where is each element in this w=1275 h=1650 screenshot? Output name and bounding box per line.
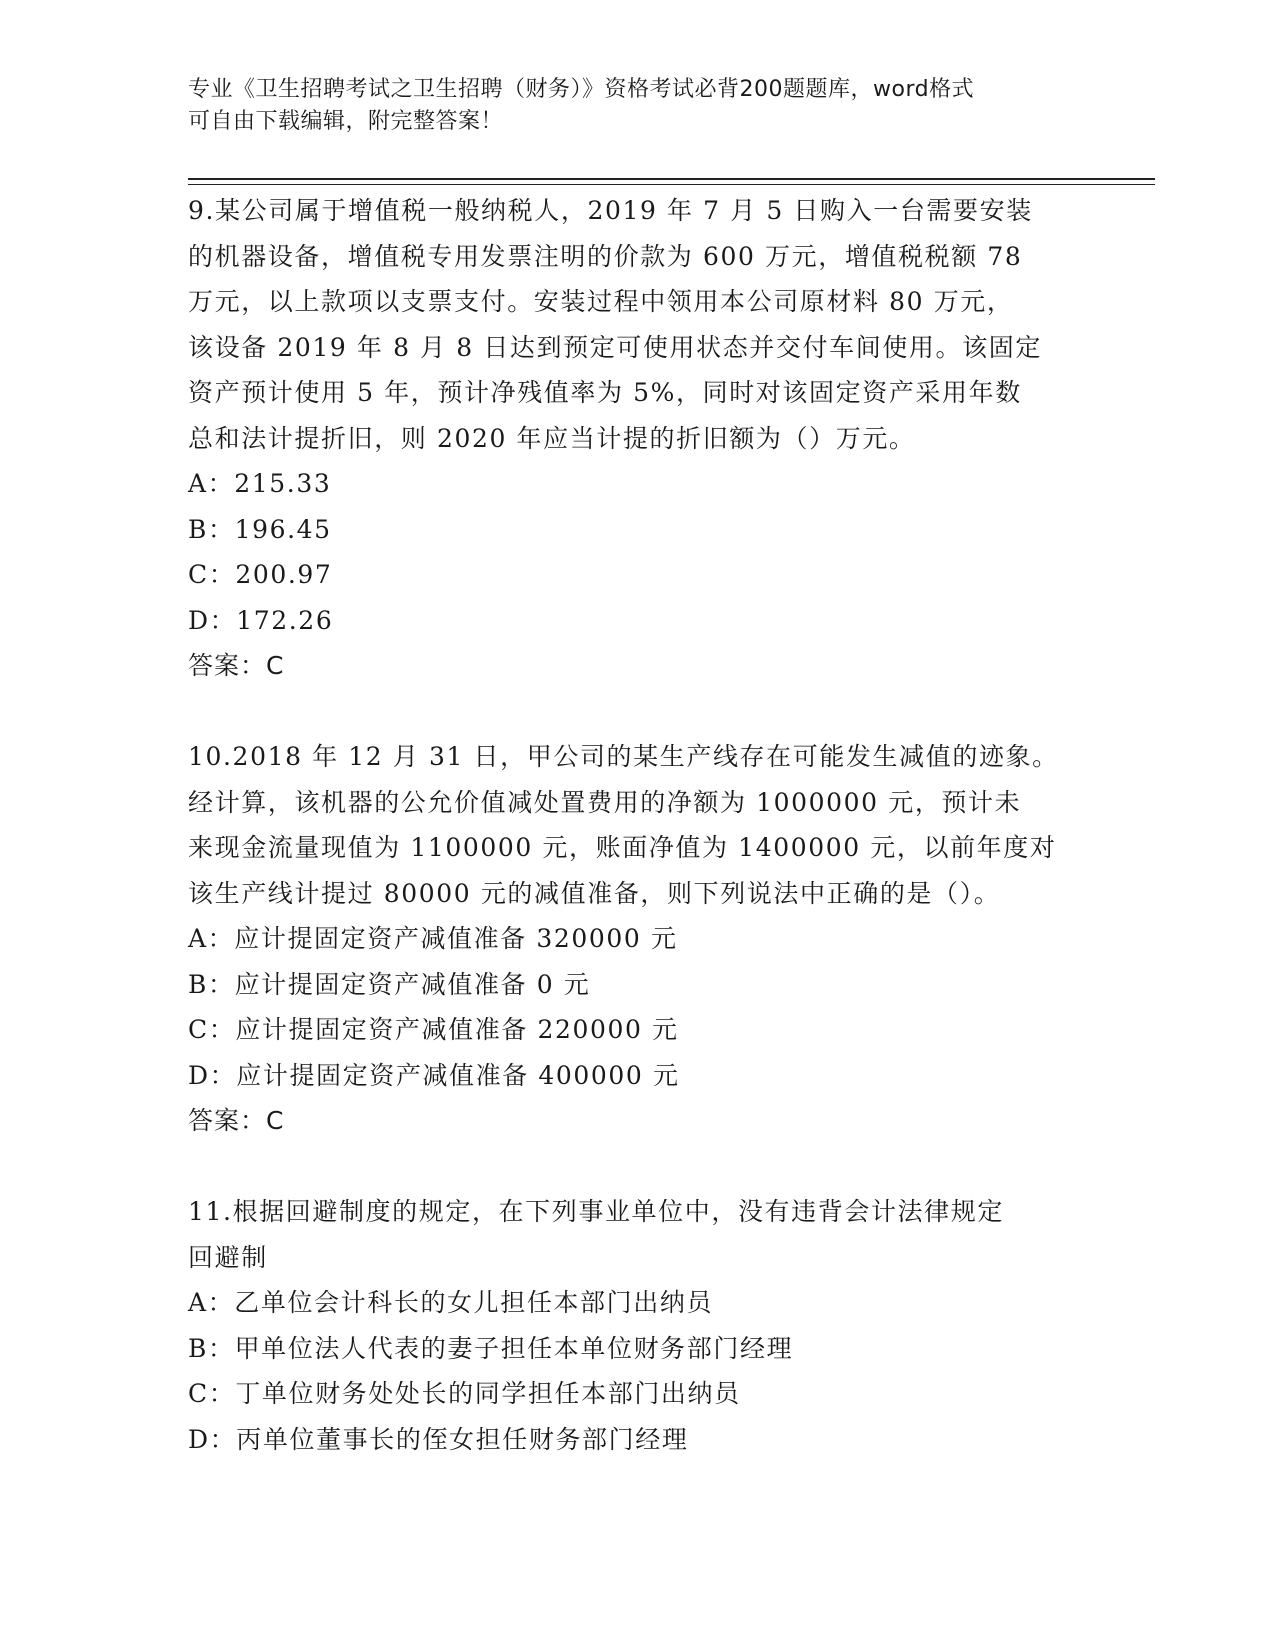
question-spacer [188, 689, 1088, 735]
option-c: C：应计提固定资产减值准备 220000 元 [188, 1015, 679, 1044]
question-text-line: 总和法计提折旧，则 2020 年应当计提的折旧额为（）万元。 [188, 423, 916, 453]
answer-label: 答案：C [188, 1106, 285, 1135]
question-text-line: 该设备 2019 年 8 月 8 日达到预定可使用状态并交付车间使用。该固定 [188, 332, 1042, 362]
question-text-line: 经计算，该机器的公允价值减处置费用的净额为 1000000 元，预计未 [188, 787, 1022, 817]
question-text-line: 资产预计使用 5 年，预计净残值率为 5%，同时对该固定资产采用年数 [188, 378, 1022, 407]
question-text-line: 11.根据回避制度的规定，在下列事业单位中，没有违背会计法律规定 [188, 1197, 1004, 1226]
question-text-line: 万元，以上款项以支票支付。安装过程中领用本公司原材料 80 万元， [188, 287, 1014, 316]
option-a: A：215.33 [188, 469, 332, 498]
question-text-line: 该生产线计提过 80000 元的减值准备，则下列说法中正确的是（）。 [188, 878, 1001, 908]
option-c: C：200.97 [188, 560, 333, 589]
option-d: D：应计提固定资产减值准备 400000 元 [188, 1060, 680, 1090]
question-11 [188, 1189, 1088, 1462]
answer-label: 答案：C [188, 651, 285, 680]
header-title-line-1: 专业《卫生招聘考试之卫生招聘（财务）》资格考试必背200题题库，word格式 [188, 77, 975, 102]
question-10 [188, 734, 1088, 1144]
question-text-line: 的机器设备，增值税专用发票注明的价款为 600 万元，增值税税额 78 [188, 241, 1023, 271]
document-header [188, 74, 1068, 138]
question-spacer [188, 1144, 1088, 1190]
question-text-line: 10.2018 年 12 月 31 日，甲公司的某生产线存在可能发生减值的迹象。 [188, 742, 1059, 771]
option-a: A：应计提固定资产减值准备 320000 元 [188, 924, 678, 953]
option-d: D：172.26 [188, 605, 334, 635]
question-text-line: 9.某公司属于增值税一般纳税人，2019 年 7 月 5 日购入一台需要安装 [188, 196, 1033, 225]
option-b: B：196.45 [188, 514, 332, 544]
header-title-line-2: 可自由下载编辑，附完整答案！ [188, 109, 504, 134]
option-b: B：应计提固定资产减值准备 0 元 [188, 969, 591, 999]
option-b: B：甲单位法人代表的妻子担任本单位财务部门经理 [188, 1333, 794, 1363]
question-9 [188, 188, 1088, 689]
header-divider-thick [188, 178, 1155, 180]
option-a: A：乙单位会计科长的女儿担任本部门出纳员 [188, 1288, 714, 1317]
header-divider-thin [188, 184, 1155, 185]
question-list [188, 188, 1088, 1462]
question-text-line: 回避制 [188, 1242, 268, 1272]
option-d: D：丙单位董事长的侄女担任财务部门经理 [188, 1424, 689, 1454]
question-text-line: 来现金流量现值为 1100000 元，账面净值为 1400000 元，以前年度对 [188, 833, 1057, 862]
option-c: C：丁单位财务处处长的同学担任本部门出纳员 [188, 1379, 741, 1408]
